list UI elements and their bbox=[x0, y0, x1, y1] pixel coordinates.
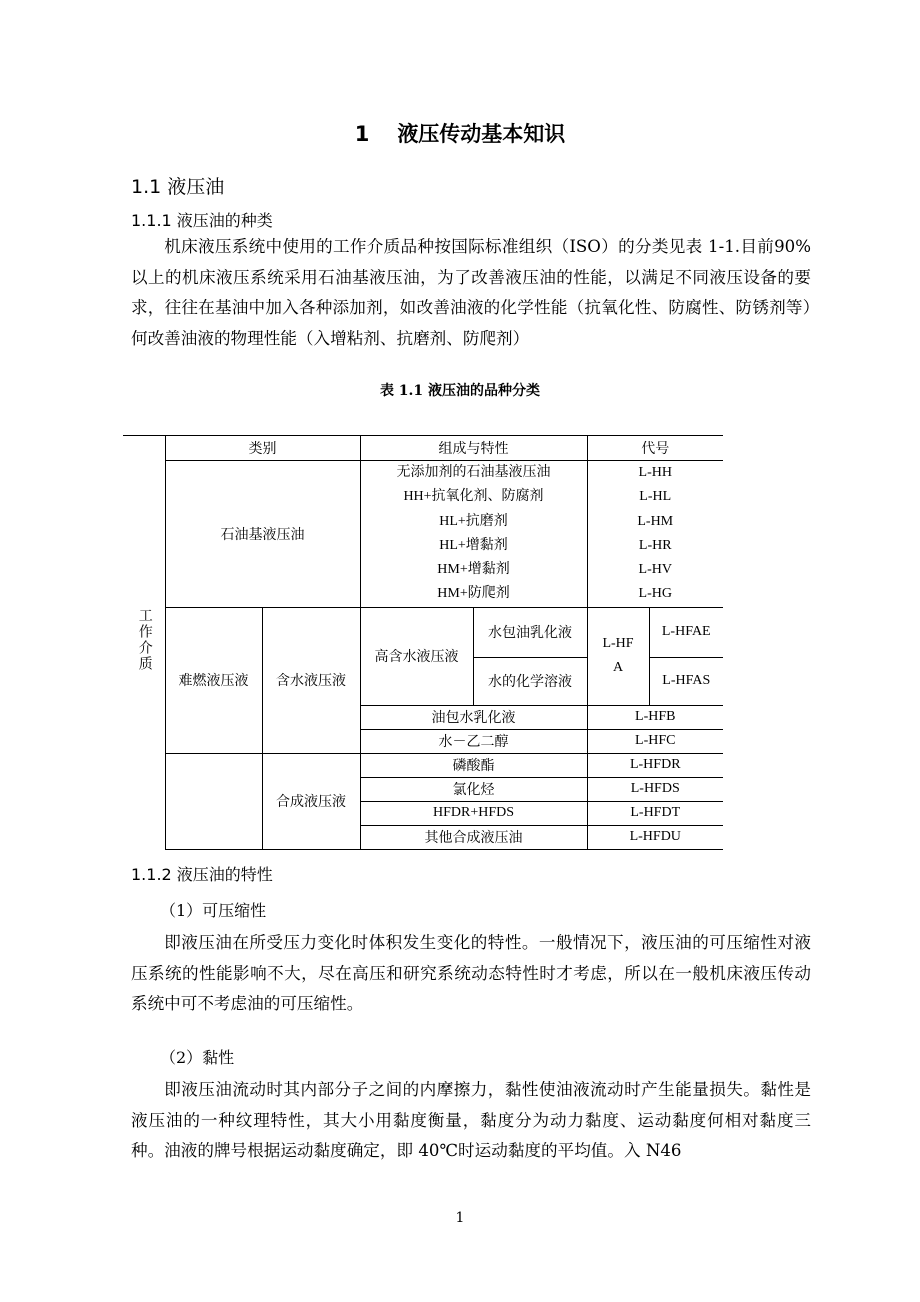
paragraph-oil-types bbox=[131, 232, 811, 354]
fire-resistant-label-cont bbox=[165, 753, 262, 849]
composition-cell: 油包水乳化液 bbox=[360, 705, 587, 729]
header-composition: 组成与特性 bbox=[360, 436, 587, 461]
paragraph-viscosity bbox=[131, 1075, 811, 1167]
code-cell-hfa bbox=[587, 607, 649, 705]
water-based-label: 含水液压液 bbox=[262, 607, 360, 753]
composition-cell: 水包油乳化液 bbox=[473, 607, 587, 657]
page-number: 1 bbox=[455, 1210, 465, 1226]
code-hfae: L-HFAE bbox=[661, 624, 711, 640]
section-heading-1-1-1: 1.1.1 液压油的种类 bbox=[131, 211, 273, 230]
code-cell: L-HFC bbox=[587, 729, 723, 753]
oil-classification-table bbox=[123, 435, 723, 850]
petroleum-compositions bbox=[360, 461, 587, 608]
section-heading-1-1: 1.1 液压油 bbox=[131, 176, 225, 198]
header-category: 类别 bbox=[165, 436, 360, 461]
code-cell-hfas bbox=[649, 657, 723, 705]
composition-cell: HM+增黏剂 bbox=[437, 562, 510, 578]
code-cell: L-HFDS bbox=[587, 777, 723, 801]
code-cell: L-HFB bbox=[587, 705, 723, 729]
paragraph-text: 即液压油在所受压力变化时体积发生变化的特性。一般情况下，液压油的可压缩性对液压系统的性能影响不大，尽在高压和研究系统动态特性时才考虑，所以在一般机床液压传动系统中可不考虑油的可压缩性。 bbox=[131, 933, 811, 1013]
composition-cell: 其他合成液压油 bbox=[360, 825, 587, 849]
table-caption: 表 1.1 液压油的品种分类 bbox=[379, 383, 541, 399]
subheading-viscosity: （2）黏性 bbox=[160, 1048, 235, 1067]
synthetic-label: 合成液压液 bbox=[262, 753, 360, 849]
petroleum-codes bbox=[587, 461, 723, 608]
code-cell: L-HFDU bbox=[587, 825, 723, 849]
fire-resistant-label: 难燃液压液 bbox=[165, 607, 262, 753]
high-water-label: 高含水液压液 bbox=[360, 607, 473, 705]
chapter-title-text: 液压传动基本知识 bbox=[397, 122, 566, 146]
paragraph-text: 机床液压系统中使用的工作介质品种按国际标准组织（ISO）的分类见表 1-1.目前90%以上的机床液压系统采用石油基液压油，为了改善液压油的性能，以满足不同液压设备的要求，往往在基油中加入各种添加剂，如改善油液的化学性能（抗氧化性、防腐性、防锈剂等）何改善油液的物理性能（入增粘剂、抗磨剂、防爬剂） bbox=[131, 237, 811, 348]
composition-cell: HL+增黏剂 bbox=[439, 537, 508, 553]
code-cell: L-HL bbox=[639, 489, 672, 505]
subheading-compressibility: （1）可压缩性 bbox=[160, 901, 267, 920]
petroleum-label: 石油基液压油 bbox=[165, 461, 360, 608]
code-cell: L-HFDR bbox=[587, 753, 723, 777]
composition-cell: 水的化学溶液 bbox=[473, 657, 587, 705]
side-label-cell bbox=[123, 436, 165, 850]
chapter-number: 1 bbox=[354, 122, 370, 146]
paragraph-text: 即液压油流动时其内部分子之间的内摩擦力，黏性使油液流动时产生能量损失。黏性是液压油的一种纹理特性，其大小用黏度衡量，黏度分为动力黏度、运动黏度何相对黏度三种。油液的牌号根据运动黏度确定，即 40℃时运动黏度的平均值。入 N46 bbox=[131, 1080, 811, 1160]
composition-cell: HL+抗磨剂 bbox=[439, 513, 508, 529]
code-hfa: L-HFA bbox=[602, 636, 634, 676]
section-heading-1-1-2: 1.1.2 液压油的特性 bbox=[131, 865, 273, 884]
composition-cell: HH+抗氧化剂、防腐剂 bbox=[403, 489, 544, 505]
code-hfas: L-HFAS bbox=[662, 673, 711, 689]
composition-cell: 水－乙二醇 bbox=[360, 729, 587, 753]
composition-cell: HM+防爬剂 bbox=[437, 586, 510, 602]
code-cell: L-HH bbox=[638, 465, 672, 480]
code-cell: L-HG bbox=[638, 586, 672, 602]
code-cell: L-HR bbox=[638, 537, 672, 553]
composition-cell: HFDR+HFDS bbox=[360, 801, 587, 825]
chapter-title bbox=[0, 118, 920, 148]
code-cell-hfae bbox=[649, 607, 723, 657]
composition-cell: 氯化烃 bbox=[360, 777, 587, 801]
code-cell: L-HFDT bbox=[587, 801, 723, 825]
paragraph-compressibility bbox=[131, 928, 811, 1020]
composition-cell: 无添加剂的石油基液压油 bbox=[396, 465, 551, 480]
side-label: 工作介质 bbox=[136, 608, 152, 673]
header-code: 代号 bbox=[587, 436, 723, 461]
code-cell: L-HV bbox=[638, 562, 672, 578]
code-cell: L-HM bbox=[637, 513, 674, 529]
composition-cell: 磷酸酯 bbox=[360, 753, 587, 777]
